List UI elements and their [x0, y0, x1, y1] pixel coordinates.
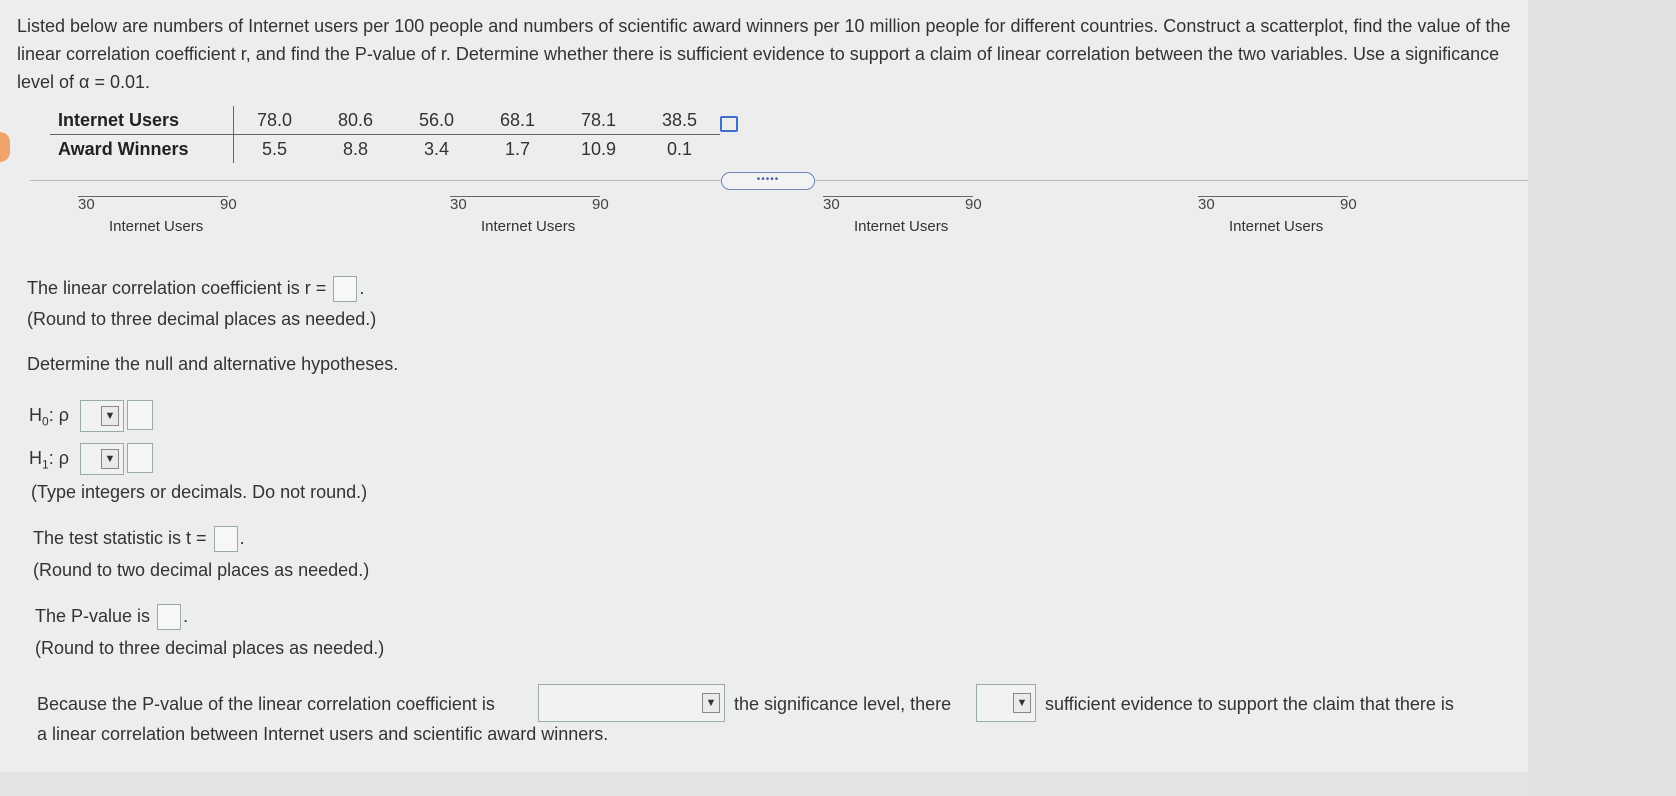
right-side-strip — [1528, 0, 1676, 796]
table-cell: 0.1 — [666, 138, 693, 159]
chevron-down-icon: ▼ — [1013, 693, 1031, 713]
tick-label-max: 90 — [965, 196, 982, 213]
t-hint: (Round to two decimal places as needed.) — [33, 560, 370, 580]
x-axis-line — [450, 190, 600, 197]
h1-value-input[interactable] — [127, 443, 153, 473]
x-axis-line — [823, 190, 973, 197]
x-axis-title: Internet Users — [109, 218, 204, 235]
hypotheses-hint: (Type integers or decimals. Do not round.) — [31, 482, 368, 502]
r-question-text: The linear correlation coefficient is r = — [27, 278, 327, 298]
hypotheses-prompt: Determine the null and alternative hypotheses. — [27, 354, 399, 374]
row-label-internet-users: Internet Users — [50, 106, 234, 135]
table-cell: 10.9 — [580, 138, 617, 159]
h0-letter: H — [29, 405, 42, 425]
tick-label-min: 30 — [1198, 196, 1215, 213]
r-hint: (Round to three decimal places as needed.) — [27, 309, 377, 329]
tick-label-min: 30 — [450, 196, 467, 213]
h1-relation-select[interactable] — [80, 443, 124, 475]
table-cell: 56.0 — [396, 106, 477, 135]
h1-letter: H — [29, 448, 42, 468]
table-row — [50, 135, 720, 164]
table-cell: 5.5 — [261, 138, 288, 159]
tick-label-min: 30 — [823, 196, 840, 213]
expand-toggle-button[interactable]: ••••• — [721, 172, 815, 190]
x-axis-title: Internet Users — [854, 218, 949, 235]
r-question: The linear correlation coefficient is r = . — [27, 276, 364, 302]
graph-option-d[interactable] — [1190, 186, 1420, 241]
table-cell: 3.4 — [423, 138, 450, 159]
h0-relation-select[interactable] — [80, 400, 124, 432]
data-table — [50, 106, 720, 163]
problem-statement: Listed below are numbers of Internet users per 100 people and numbers of scientific award winners per 10 million people for different countries. Construct a scatterplot, find the value of the linear correlation coefficient r, and find the P-value of r. Determine whether there is sufficient evidence to support a claim of linear correlation between the two variables. Use a significance level of α = 0.01. — [17, 16, 1511, 92]
comparison-select[interactable] — [538, 684, 725, 722]
h0-rho: : ρ — [48, 405, 69, 425]
h1-label — [29, 446, 69, 477]
graph-option-c[interactable] — [815, 186, 1045, 241]
tick-label-min: 30 — [78, 196, 95, 213]
table-cell: 1.7 — [504, 138, 531, 159]
x-axis-title: Internet Users — [481, 218, 576, 235]
h0-subscript: 0 — [42, 414, 49, 429]
p-answer-input[interactable] — [157, 604, 181, 630]
r-answer-input[interactable] — [333, 276, 357, 302]
x-axis-line — [78, 190, 228, 197]
t-question-text: The test statistic is t = — [33, 528, 207, 548]
table-cell: 38.5 — [639, 106, 720, 135]
graph-option-a[interactable] — [70, 186, 300, 241]
row-label-award-winners: Award Winners — [50, 135, 234, 164]
h0-label — [29, 403, 69, 434]
t-answer-input[interactable] — [214, 526, 238, 552]
p-hint: (Round to three decimal places as needed.) — [35, 638, 385, 658]
chevron-down-icon: ▼ — [702, 693, 720, 713]
table-cell: 8.8 — [342, 138, 369, 159]
conclusion-text-4: a linear correlation between Internet users and scientific award winners. — [37, 724, 609, 744]
conclusion-text-1: Because the P-value of the linear correlation coefficient is — [37, 694, 495, 714]
conclusion-text-3: sufficient evidence to support the claim that there is — [1045, 694, 1454, 714]
p-question: The P-value is . — [35, 604, 188, 630]
chevron-down-icon: ▼ — [101, 449, 119, 469]
evidence-select[interactable] — [976, 684, 1036, 722]
t-question: The test statistic is t = . — [33, 526, 245, 552]
tick-label-max: 90 — [1340, 196, 1357, 213]
h0-value-input[interactable] — [127, 400, 153, 430]
h1-subscript: 1 — [42, 457, 49, 472]
graph-option-b[interactable] — [442, 186, 672, 241]
table-cell: 78.1 — [558, 106, 639, 135]
table-cell: 68.1 — [477, 106, 558, 135]
table-row — [50, 106, 720, 135]
conclusion-text-2: the significance level, there — [734, 694, 952, 714]
chevron-down-icon: ▼ — [101, 406, 119, 426]
p-question-text: The P-value is — [35, 606, 151, 626]
x-axis-title: Internet Users — [1229, 218, 1324, 235]
copy-data-icon[interactable] — [720, 116, 738, 132]
table-cell: 78.0 — [234, 106, 316, 135]
footer-bar — [0, 772, 1528, 796]
table-cell: 80.6 — [315, 106, 396, 135]
tick-label-max: 90 — [220, 196, 237, 213]
tick-label-max: 90 — [592, 196, 609, 213]
x-axis-line — [1198, 190, 1348, 197]
h1-rho: : ρ — [48, 448, 69, 468]
edge-marker — [0, 132, 10, 162]
